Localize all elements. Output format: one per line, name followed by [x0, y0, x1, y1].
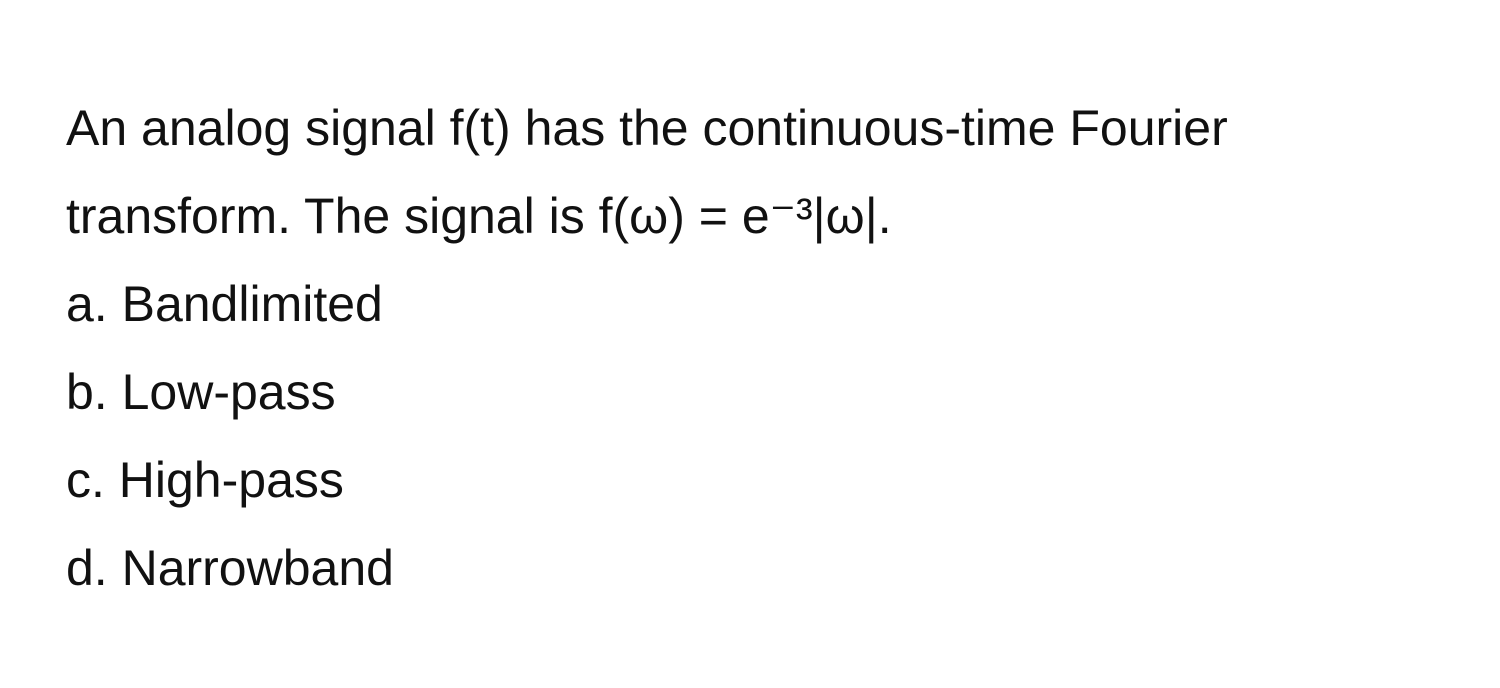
option-d[interactable]: d. Narrowband: [66, 540, 394, 596]
answer-options: [66, 260, 1466, 612]
option-b[interactable]: b. Low-pass: [66, 364, 336, 420]
question-text: An analog signal f(t) has the continuous-time Fourier transform. The signal is f(ω) = e⁻³|ω|.: [66, 100, 1228, 244]
option-a[interactable]: a. Bandlimited: [66, 276, 383, 332]
option-c[interactable]: c. High-pass: [66, 452, 344, 508]
question-card: [66, 84, 1466, 612]
